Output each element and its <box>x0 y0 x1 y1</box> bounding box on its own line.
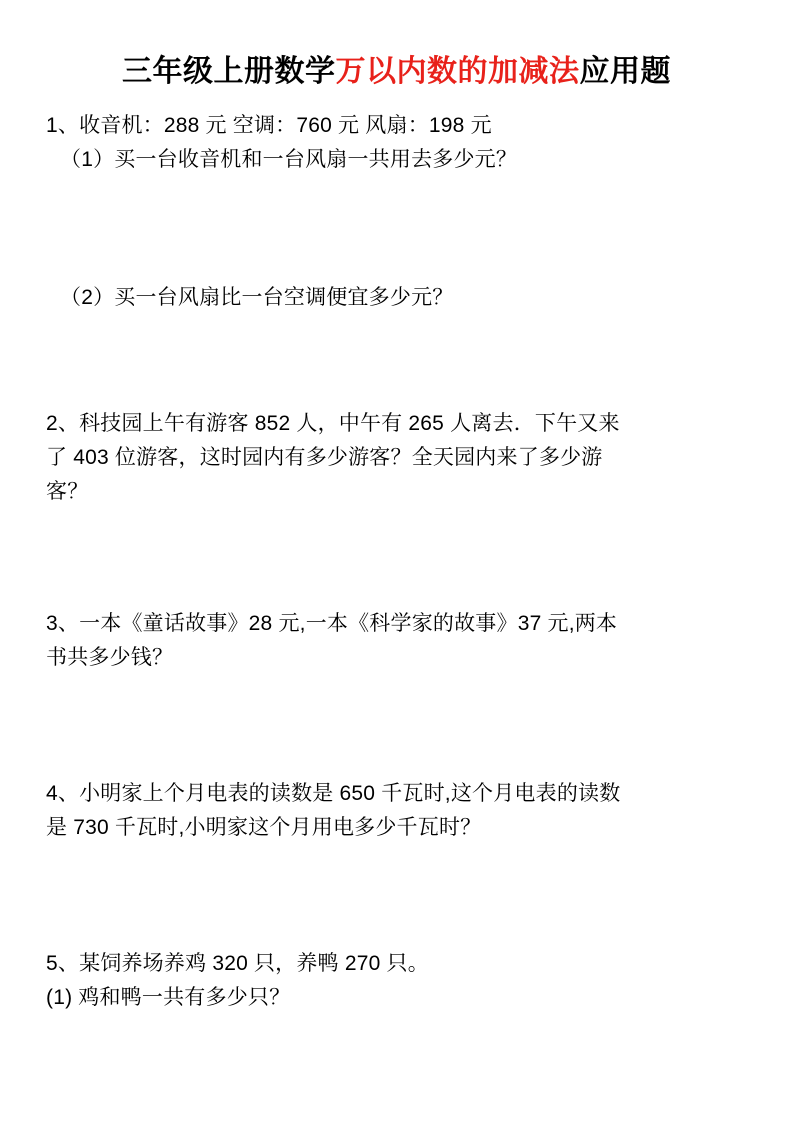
problem-3-line-1: 3、一本《童话故事》28 元,一本《科学家的故事》37 元,两本 <box>46 612 618 636</box>
problem-5 <box>46 947 747 1015</box>
title-lead: 三年级上册数学 <box>122 55 336 88</box>
answer-space-4 <box>46 845 747 941</box>
problem-3-line-2: 书共多少钱？ <box>46 646 174 670</box>
problem-4-line-1: 4、小明家上个月电表的读数是 650 千瓦时,这个月电表的读数 <box>46 782 621 806</box>
problem-5-sub-1: (1) 鸡和鸭一共有多少只？ <box>46 986 291 1010</box>
answer-space-1a <box>46 177 747 281</box>
problem-5-stem: 5、某饲养场养鸡 320 只，养鸭 270 只。 <box>46 952 429 976</box>
answer-space-3 <box>46 675 747 771</box>
problem-2 <box>46 407 747 601</box>
problem-1-stem: 1、收音机：288 元 空调：760 元 风扇：198 元 <box>46 114 492 137</box>
page-title <box>46 52 747 91</box>
problem-2-line-3: 客？ <box>46 480 89 504</box>
problem-3 <box>46 607 747 771</box>
title-accent: 万以内数的加减法 <box>335 55 580 88</box>
problem-4-line-2: 是 730 千瓦时,小明家这个月用电多少千瓦时？ <box>46 816 482 840</box>
problem-2-line-1: 2、科技园上午有游客 852 人，中午有 265 人离去．下午又来 <box>46 412 620 436</box>
problem-1-sub-1: （1）买一台收音机和一台风扇一共用去多少元？ <box>60 148 518 172</box>
problem-1 <box>46 109 747 401</box>
answer-space-2 <box>46 509 747 601</box>
title-tail: 应用题 <box>579 55 671 88</box>
problem-1-sub-2: （2）买一台风扇比一台空调便宜多少元？ <box>60 286 454 310</box>
answer-space-1b <box>46 315 747 401</box>
problem-4 <box>46 777 747 941</box>
problem-2-line-2: 了 403 位游客，这时园内有多少游客？全天园内来了多少游 <box>46 446 603 470</box>
